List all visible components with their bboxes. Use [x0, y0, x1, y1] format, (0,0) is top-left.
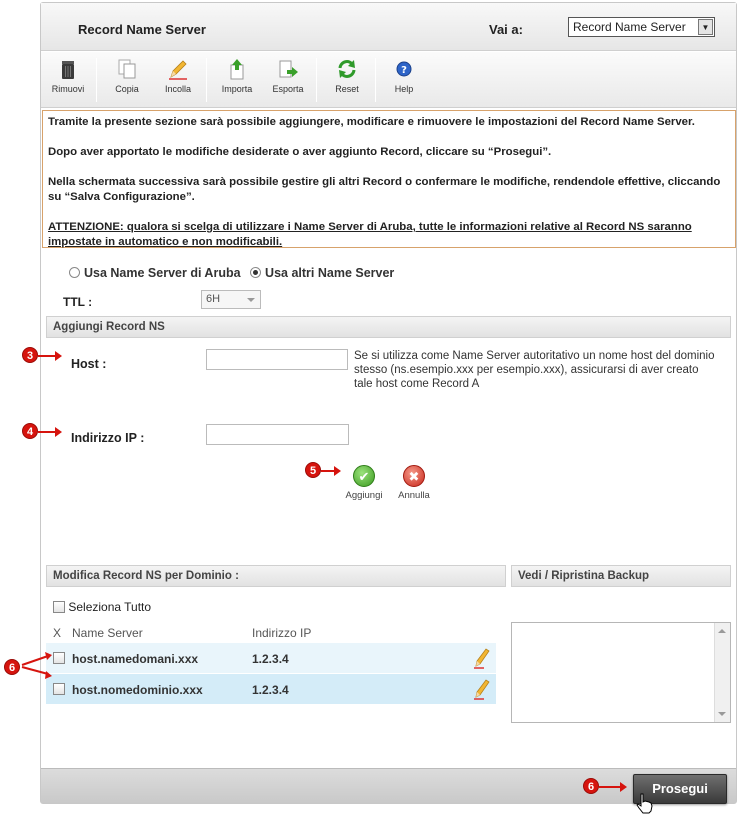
goto-select[interactable]	[568, 17, 715, 37]
col-x: X	[53, 626, 62, 640]
export-button[interactable]	[263, 58, 313, 94]
backup-title: Vedi / Ripristina Backup	[518, 570, 650, 582]
row-name-server: host.nomedominio.xxx	[72, 683, 203, 697]
scroll-down-icon[interactable]	[718, 712, 726, 716]
backup-scrollbar[interactable]	[714, 623, 730, 722]
help-icon	[393, 58, 415, 80]
col-ip: Indirizzo IP	[252, 626, 312, 640]
page-title: Record Name Server	[78, 22, 206, 37]
row-checkbox[interactable]	[53, 652, 65, 664]
toolbar-divider	[206, 58, 207, 102]
copy-button[interactable]	[102, 58, 152, 94]
cancel-button[interactable]	[391, 465, 437, 501]
copy-icon	[116, 58, 138, 80]
radio-other-control[interactable]	[250, 267, 261, 278]
step-marker: 4	[22, 423, 38, 439]
paste-button[interactable]	[153, 58, 203, 94]
edit-pencil-icon[interactable]	[474, 678, 490, 700]
close-icon: ✖	[403, 465, 425, 487]
row-checkbox[interactable]	[53, 683, 65, 695]
help-button[interactable]	[379, 58, 429, 94]
hand-cursor-icon	[636, 792, 654, 814]
step-marker: 5	[305, 462, 321, 478]
toolbar-divider	[316, 58, 317, 102]
row-ip: 1.2.3.4	[252, 652, 289, 666]
info-warning: ATTENZIONE: qualora si scelga di utilizzare i Name Server di Aruba, tutte le informazioni relative al Record NS saranno impostate in automatico e non modificabili.	[48, 221, 692, 248]
record-ns-panel	[40, 2, 737, 804]
select-all-label: Seleziona Tutto	[68, 600, 152, 614]
marker-arrow	[38, 355, 60, 357]
goto-select-value: Record Name Server	[573, 20, 686, 34]
ip-label: Indirizzo IP :	[71, 431, 145, 445]
backup-list[interactable]	[511, 622, 731, 723]
col-name-server: Name Server	[72, 626, 143, 640]
modify-record-title: Modifica Record NS per Dominio :	[53, 570, 239, 582]
info-paragraph: Tramite la presente sezione sarà possibile aggiungere, modificare e rimuovere le impostazioni del Record Name Server.	[48, 116, 695, 128]
ttl-value: 6H	[206, 293, 221, 305]
reset-button[interactable]	[322, 58, 372, 94]
ip-input[interactable]	[206, 424, 349, 445]
edit-pencil-icon[interactable]	[474, 647, 490, 669]
marker-arrows	[20, 650, 54, 682]
marker-arrow	[321, 470, 339, 472]
ttl-select[interactable]	[201, 290, 261, 309]
chevron-down-icon[interactable]: ▼	[698, 19, 713, 35]
scroll-up-icon[interactable]	[718, 629, 726, 633]
copy-label: Copia	[115, 84, 139, 94]
trash-icon	[57, 58, 79, 80]
footer-bar	[41, 768, 736, 803]
radio-other[interactable]	[250, 266, 394, 280]
table-row	[46, 674, 496, 704]
paste-label: Incolla	[164, 84, 191, 94]
info-paragraph: Dopo aver apportato le modifiche desiderate o aver aggiunto Record, cliccare su “Prosegui”.	[48, 146, 552, 158]
import-icon	[226, 58, 248, 80]
proceed-button[interactable]: Prosegui	[633, 774, 727, 804]
radio-aruba-control[interactable]	[69, 267, 80, 278]
row-name-server: host.namedomani.xxx	[72, 652, 199, 666]
radio-aruba-label: Usa Name Server di Aruba	[84, 266, 241, 280]
radio-other-label: Usa altri Name Server	[265, 266, 395, 280]
export-icon	[277, 58, 299, 80]
table-row	[46, 643, 496, 673]
reset-icon	[336, 58, 358, 80]
toolbar	[41, 52, 736, 108]
backup-section	[511, 565, 731, 587]
import-label: Importa	[221, 84, 253, 94]
ttl-label: TTL :	[63, 295, 93, 309]
import-button[interactable]	[212, 58, 262, 94]
host-input[interactable]	[206, 349, 348, 370]
host-label: Host :	[71, 357, 107, 371]
select-all[interactable]	[53, 600, 151, 614]
cancel-label: Annulla	[398, 490, 430, 501]
reset-label: Reset	[335, 84, 359, 94]
export-label: Esporta	[272, 84, 304, 94]
step-marker: 6	[583, 778, 599, 794]
row-ip: 1.2.3.4	[252, 683, 289, 697]
toolbar-divider	[96, 58, 97, 102]
panel-header	[41, 3, 736, 51]
grid-header	[46, 623, 496, 643]
check-icon: ✔	[353, 465, 375, 487]
add-button[interactable]	[341, 465, 387, 501]
step-marker: 6	[4, 659, 20, 675]
ns-choice	[69, 266, 394, 280]
marker-arrow	[38, 431, 60, 433]
modify-record-section	[46, 565, 506, 587]
step-marker: 3	[22, 347, 38, 363]
add-label: Aggiungi	[345, 490, 383, 501]
goto-label: Vai a:	[489, 22, 523, 37]
toolbar-divider	[375, 58, 376, 102]
add-record-title: Aggiungi Record NS	[53, 321, 165, 333]
remove-button[interactable]	[43, 58, 93, 94]
svg-text:?: ?	[401, 65, 407, 76]
info-box	[42, 110, 736, 248]
help-label: Help	[394, 84, 414, 94]
remove-label: Rimuovi	[51, 84, 85, 94]
marker-arrow	[599, 786, 625, 788]
select-all-checkbox[interactable]	[53, 601, 65, 613]
add-record-section	[46, 316, 731, 338]
info-paragraph: Nella schermata successiva sarà possibile gestire gli altri Record o confermare le modifiche, rendendole effettive, cliccando su “Salva Configurazione”.	[48, 176, 721, 203]
host-hint: Se si utilizza come Name Server autoritativo un nome host del dominio stesso (ns.esempio.xxx per esempio.xxx), assicurarsi di aver creato tale host come Record A	[354, 350, 715, 390]
pencil-icon	[167, 58, 189, 80]
radio-aruba[interactable]	[69, 266, 241, 280]
